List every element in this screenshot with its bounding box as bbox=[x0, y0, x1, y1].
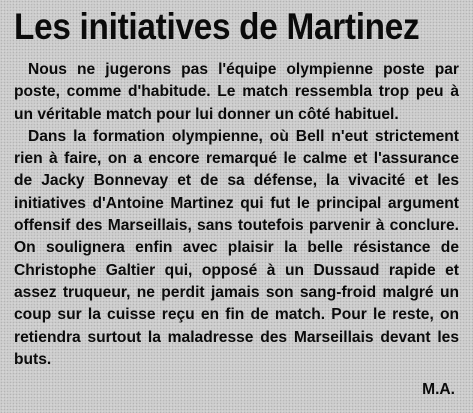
article-headline: Les initiatives de Martinez bbox=[14, 6, 420, 47]
author-signature: M.A. bbox=[422, 381, 455, 398]
article-paragraph-1: Nous ne jugerons pas l'équipe olympienne poste par poste, comme d'habitude. Le match ressembla trop peu à un véritable match pour lui donner un côté habituel. bbox=[14, 61, 459, 123]
article-body bbox=[14, 59, 459, 371]
article-paragraph-2: Dans la formation olympienne, où Bell n'eut strictement rien à faire, on a encore remarqué le calme et l'assurance de Jacky Bonnevay et de sa défense, la vivacité et les initiatives d'Antoine Martinez qui fut le principal argument offensif des Marseillais, sans toutefois parvenir à conclure. On soulignera enfin avec plaisir la belle résistance de Christophe Galtier qui, opposé à un Dussaud rapide et assez truqueur, ne perdit jamais son sang-froid malgré un coup sur la cuisse reçu en fin de match. Pour le reste, on retiendra surtout la maladresse des Marseillais devant les buts. bbox=[14, 127, 459, 368]
